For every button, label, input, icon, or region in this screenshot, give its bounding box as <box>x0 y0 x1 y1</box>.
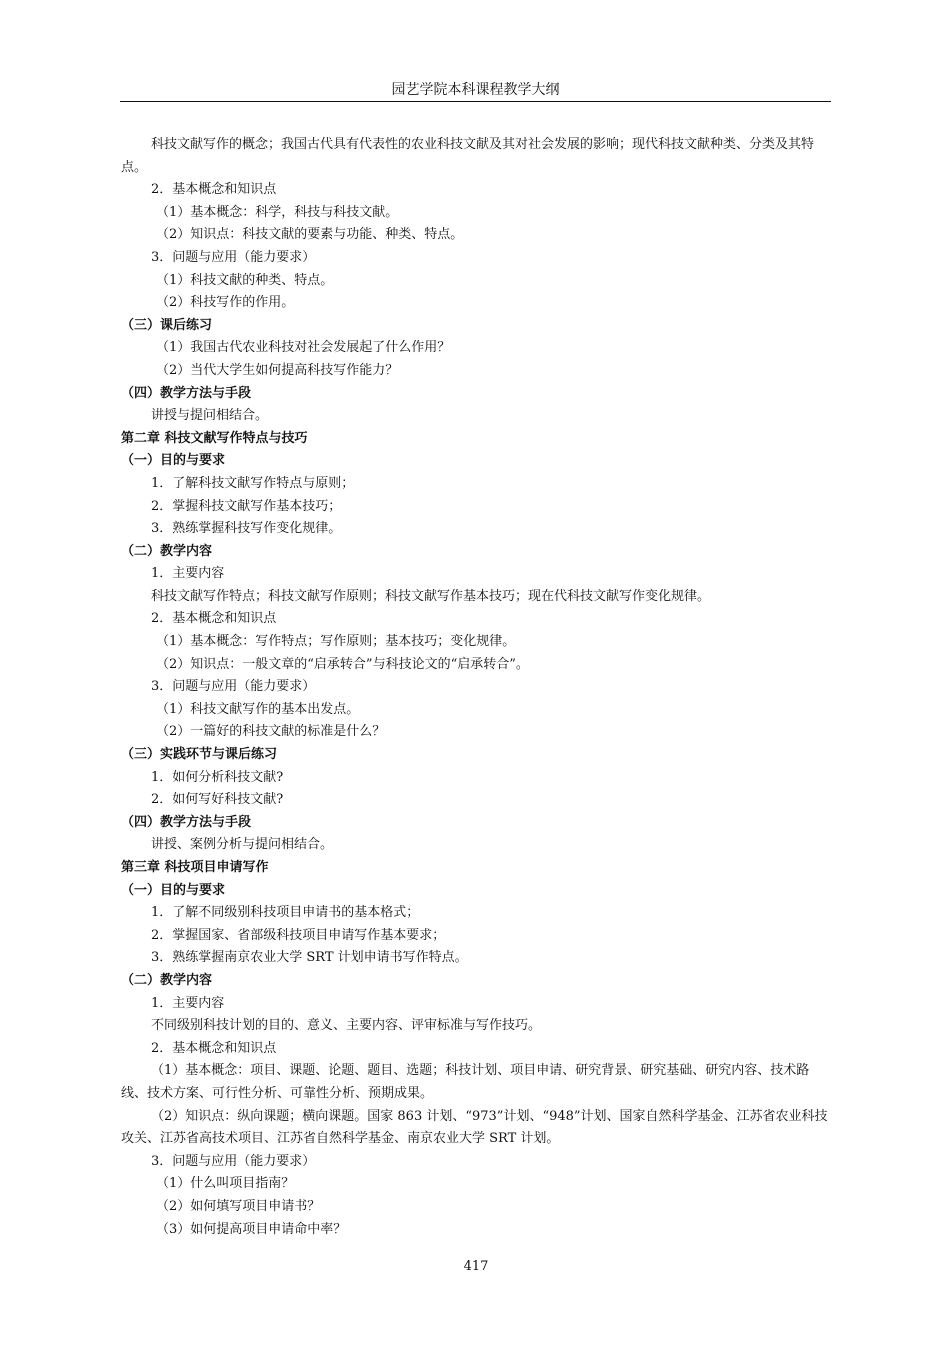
text-line: （2）当代大学生如何提高科技写作能力？ <box>156 362 399 378</box>
section-heading: （一）目的与要求 <box>121 453 226 469</box>
text-line: 讲授、案例分析与提问相结合。 <box>151 837 334 853</box>
text-line: 3．问题与应用（能力要求） <box>151 679 316 695</box>
text-line: 3．问题与应用（能力要求） <box>151 1153 316 1169</box>
header-divider <box>120 101 831 102</box>
text-line: （1）我国古代农业科技对社会发展起了什么作用？ <box>156 340 451 356</box>
text-line: 2．掌握国家、省部级科技项目申请写作基本要求； <box>151 927 446 943</box>
section-heading: （三）实践环节与课后练习 <box>121 747 278 763</box>
text-line: 3．熟练掌握科技写作变化规律。 <box>151 521 342 537</box>
text-line: 1．如何分析科技文献? <box>151 769 284 785</box>
text-line: （2）如何填写项目申请书？ <box>156 1198 321 1214</box>
text-line: 2．基本概念和知识点 <box>151 182 277 198</box>
page-number: 417 <box>463 1259 489 1274</box>
text-line: （3）如何提高项目申请命中率？ <box>156 1221 347 1237</box>
text-line: （1）基本概念：项目、课题、论题、题目、选题；科技计划、项目申请、研究背景、研究基础、研究内容、技术路线、技术方案、可行性分析、可靠性分析、预期成果。 <box>121 1063 810 1101</box>
text-line: 科技文献写作的概念；我国古代具有代表性的农业科技文献及其对社会发展的影响；现代科技文献种类、分类及其特点。 <box>121 137 815 175</box>
section-heading: 第二章 科技文献写作特点与技巧 <box>121 430 308 446</box>
section-heading: （三）课后练习 <box>121 317 213 333</box>
text-line: 2．如何写好科技文献? <box>151 792 284 808</box>
text-line: （1）基本概念：科学，科技与科技文献。 <box>156 204 399 220</box>
section-heading: （二）教学内容 <box>121 972 213 988</box>
text-line: （2）知识点：纵向课题；横向课题。国家 863 计划、“973”计划、“948”计划、国家自然科学基金、江苏省农业科技攻关、江苏省高技术项目、江苏省自然科学基金、南京农业大学 SRT 计划。 <box>121 1108 828 1147</box>
text-line: 不同级别科技计划的目的、意义、主要内容、评审标准与写作技巧。 <box>151 1018 542 1034</box>
page-header-title: 园艺学院本科课程教学大纲 <box>391 82 560 98</box>
text-line: （1）科技文献的种类、特点。 <box>156 272 334 288</box>
text-line: （2）知识点：科技文献的要素与功能、种类、特点。 <box>156 227 464 243</box>
text-line: 1．主要内容 <box>151 566 225 582</box>
text-line: 1．了解不同级别科技项目申请书的基本格式； <box>151 905 420 921</box>
section-heading: （二）教学内容 <box>121 543 213 559</box>
document-body <box>121 134 831 1241</box>
text-line: （2）一篇好的科技文献的标准是什么？ <box>156 724 386 740</box>
section-heading: 第三章 科技项目申请写作 <box>121 860 269 875</box>
text-line: 2．掌握科技文献写作基本技巧； <box>151 498 342 514</box>
section-heading: （一）目的与要求 <box>121 882 226 898</box>
text-line: （1）基本概念：写作特点；写作原则；基本技巧；变化规律。 <box>156 634 516 650</box>
text-line: （2）科技写作的作用。 <box>156 295 295 311</box>
section-heading: （四）教学方法与手段 <box>121 814 252 830</box>
text-line: 1．主要内容 <box>151 995 225 1011</box>
text-line: 3．问题与应用（能力要求） <box>151 249 316 265</box>
text-line: 科技文献写作特点；科技文献写作原则；科技文献写作基本技巧；现在代科技文献写作变化规律。 <box>151 588 711 604</box>
text-line: 讲授与提问相结合。 <box>151 408 269 424</box>
text-line: （1）科技文献写作的基本出发点。 <box>156 701 360 717</box>
text-line: （2）知识点：一般文章的“启承转合”与科技论文的“启承转合”。 <box>156 656 529 672</box>
text-line: （1）什么叫项目指南？ <box>156 1176 295 1192</box>
text-line: 3．熟练掌握南京农业大学 SRT 计划申请书写作特点。 <box>151 950 468 966</box>
section-heading: （四）教学方法与手段 <box>121 385 252 401</box>
text-line: 2．基本概念和知识点 <box>151 1040 277 1056</box>
text-line: 2．基本概念和知识点 <box>151 611 277 627</box>
text-line: 1．了解科技文献写作特点与原则； <box>151 475 355 491</box>
